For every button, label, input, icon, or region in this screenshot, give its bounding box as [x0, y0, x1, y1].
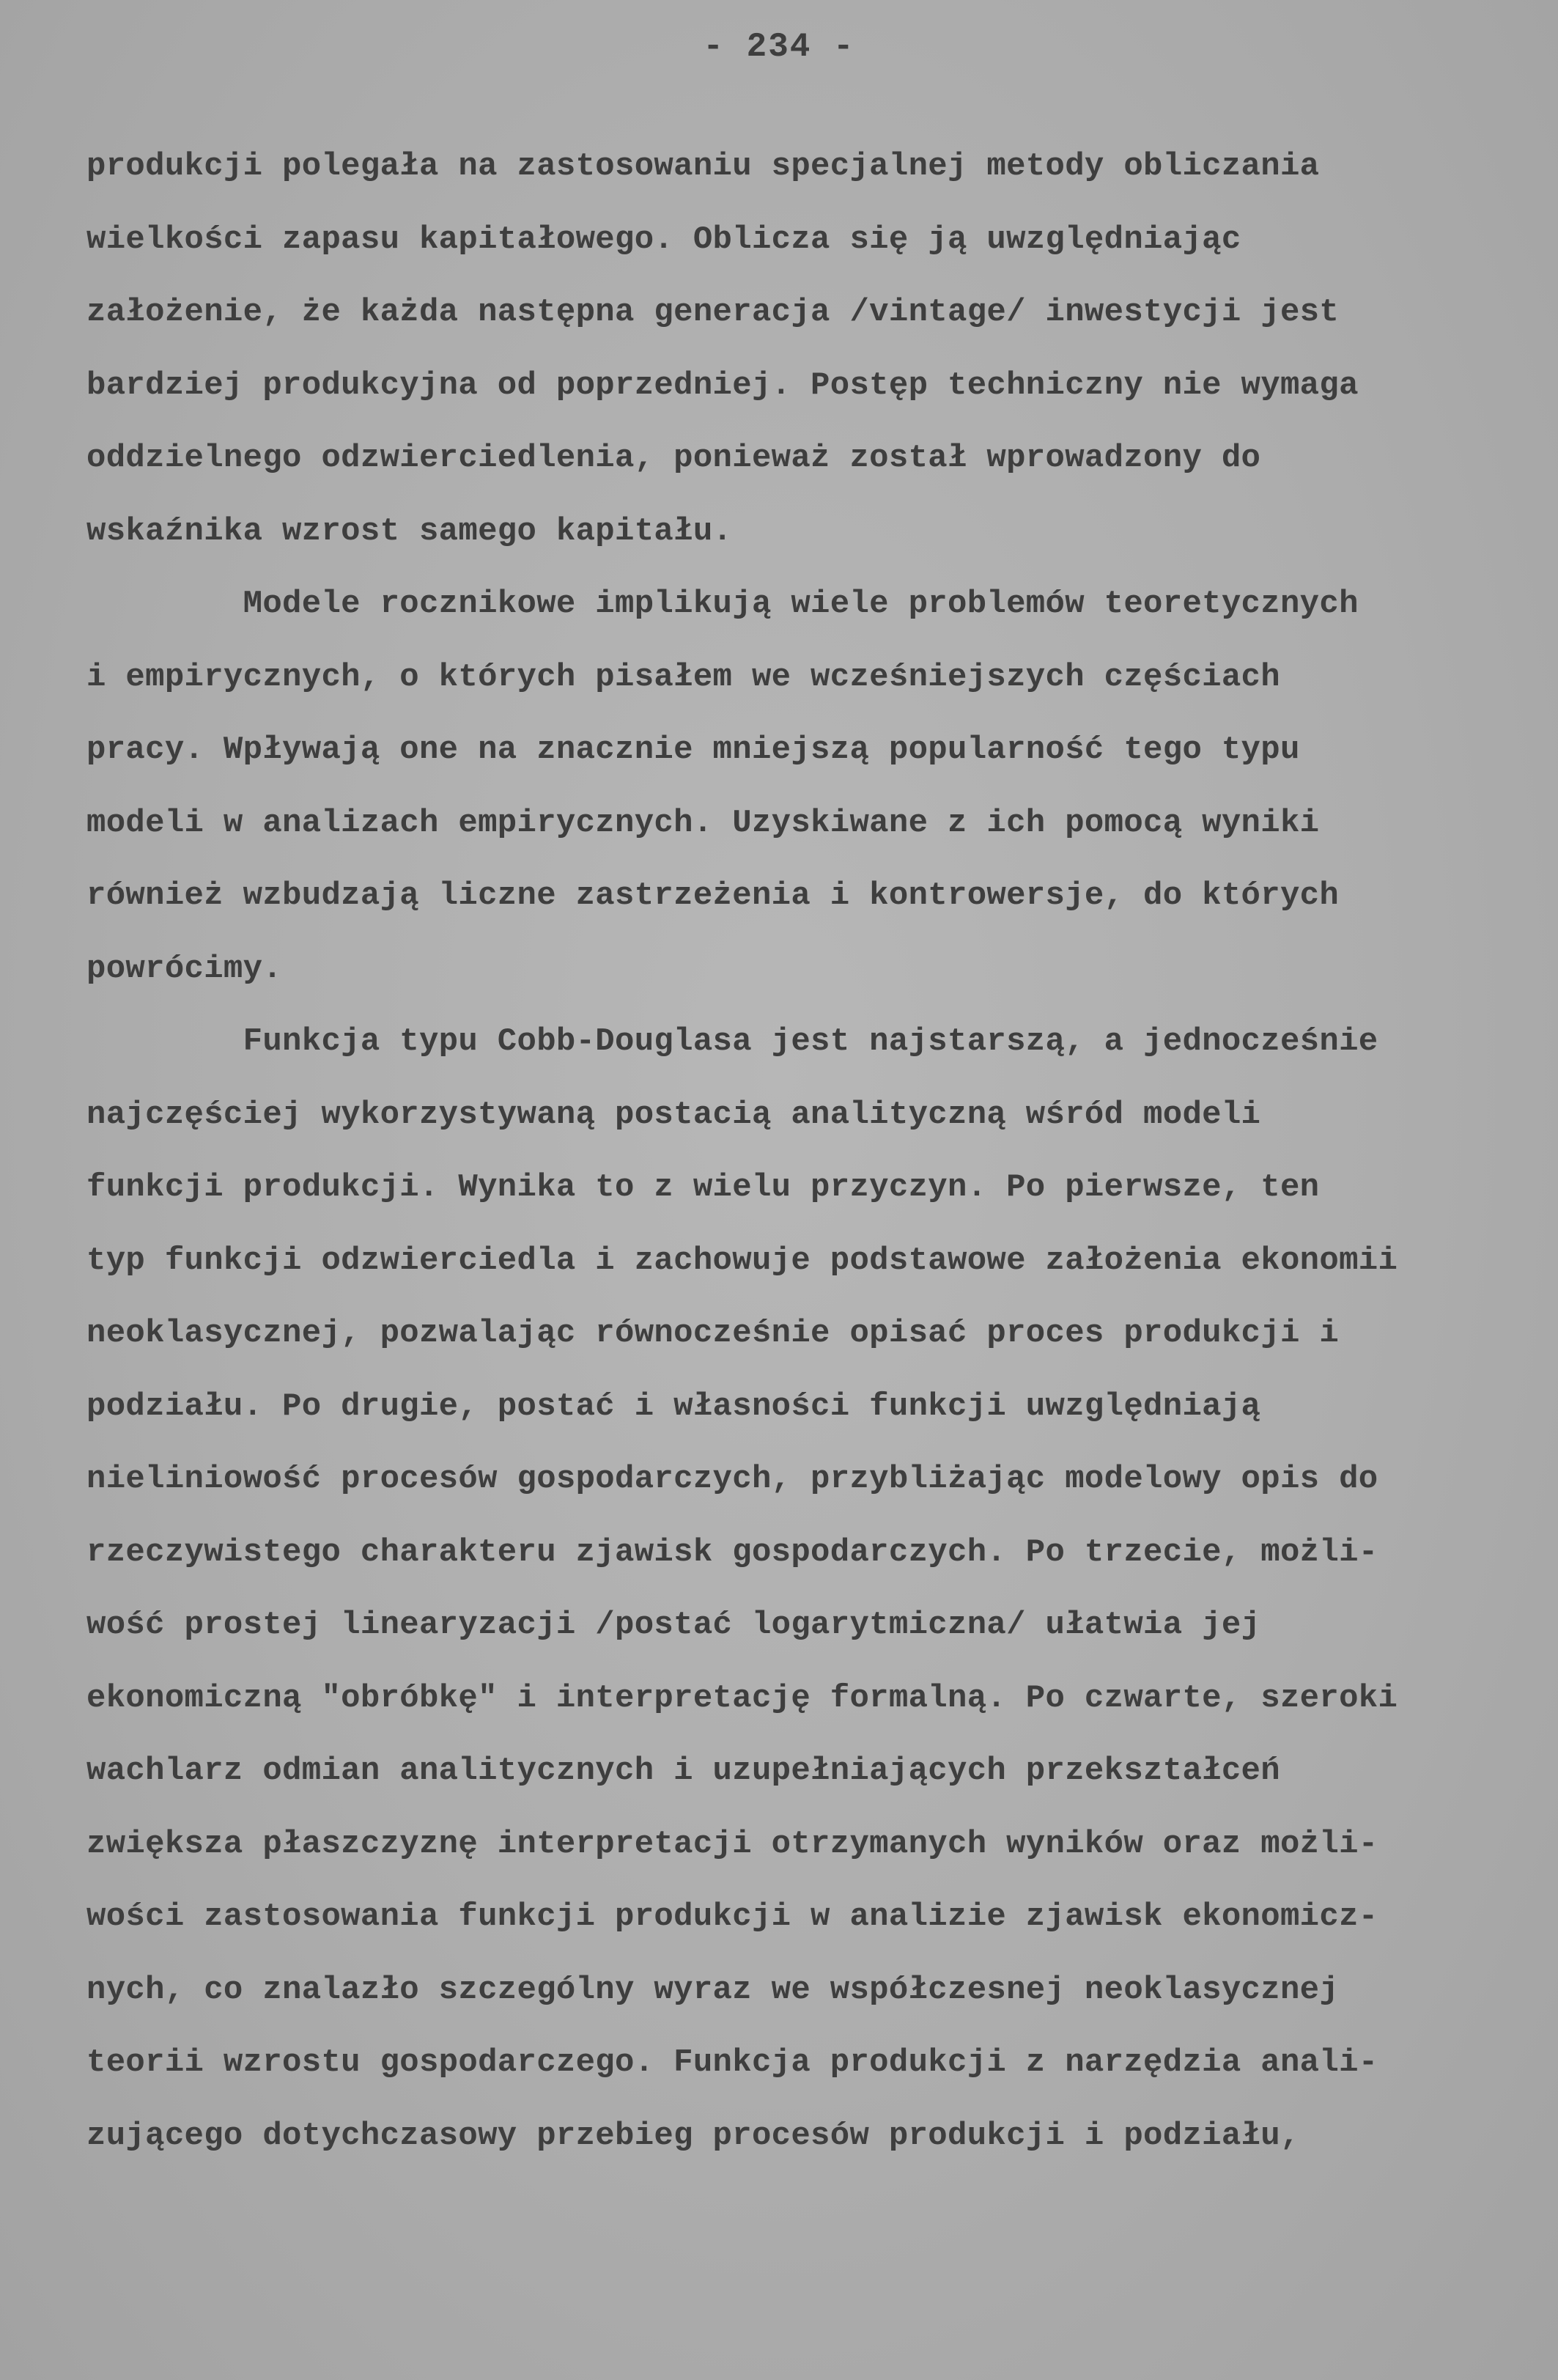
text-line: ekonomiczną "obróbkę" i interpretację formalną. Po czwarte, szeroki: [86, 1680, 1398, 1717]
text-line: bardziej produkcyjna od poprzedniej. Postęp techniczny nie wymaga: [86, 367, 1359, 404]
text-line: nych, co znalazło szczególny wyraz we współczesnej neoklasycznej: [86, 1972, 1340, 2008]
text-line: wskaźnika wzrost samego kapitału.: [86, 513, 733, 550]
text-line: najczęściej wykorzystywaną postacią analityczną wśród modeli: [86, 1097, 1261, 1133]
text-line: pracy. Wpływają one na znacznie mniejszą popularność tego typu: [86, 732, 1300, 768]
text-line: wachlarz odmian analitycznych i uzupełniających przekształceń: [86, 1753, 1280, 1789]
text-line: podziału. Po drugie, postać i własności funkcji uwzględniają: [86, 1388, 1261, 1425]
text-line: założenie, że każda następna generacja /vintage/ inwestycji jest: [86, 294, 1340, 331]
text-line: Funkcja typu Cobb-Douglasa jest najstarszą, a jednocześnie: [86, 1023, 1378, 1060]
text-line: modeli w analizach empirycznych. Uzyskiwane z ich pomocą wyniki: [86, 805, 1320, 841]
text-line: wości zastosowania funkcji produkcji w analizie zjawisk ekonomicz-: [86, 1898, 1378, 1935]
text-line: również wzbudzają liczne zastrzeżenia i kontrowersje, do których: [86, 877, 1340, 914]
text-line: wość prostej linearyzacji /postać logarytmiczna/ ułatwia jej: [86, 1607, 1261, 1643]
text-line: i empirycznych, o których pisałem we wcześniejszych częściach: [86, 659, 1280, 696]
page-number: - 234 -: [703, 28, 855, 66]
text-line: nieliniowość procesów gospodarczych, przybliżając modelowy opis do: [86, 1461, 1378, 1497]
text-line: oddzielnego odzwierciedlenia, ponieważ został wprowadzony do: [86, 440, 1261, 476]
text-line: teorii wzrostu gospodarczego. Funkcja produkcji z narzędzia anali-: [86, 2044, 1378, 2081]
text-line: zwiększa płaszczyznę interpretacji otrzymanych wyników oraz możli-: [86, 1826, 1378, 1863]
text-line: Modele rocznikowe implikują wiele problemów teoretycznych: [86, 586, 1359, 622]
text-line: produkcji polegała na zastosowaniu specjalnej metody obliczania: [86, 148, 1320, 185]
text-line: typ funkcji odzwierciedla i zachowuje podstawowe założenia ekonomii: [86, 1242, 1398, 1279]
text-line: funkcji produkcji. Wynika to z wielu przyczyn. Po pierwsze, ten: [86, 1169, 1320, 1206]
text-line: rzeczywistego charakteru zjawisk gospodarczych. Po trzecie, możli-: [86, 1534, 1378, 1571]
text-line: neoklasycznej, pozwalając równocześnie opisać proces produkcji i: [86, 1315, 1340, 1352]
text-line: wielkości zapasu kapitałowego. Oblicza się ją uwzględniając: [86, 221, 1241, 258]
text-line: powrócimy.: [86, 951, 283, 987]
text-line: zującego dotychczasowy przebieg procesów produkcji i podziału,: [86, 2118, 1300, 2154]
